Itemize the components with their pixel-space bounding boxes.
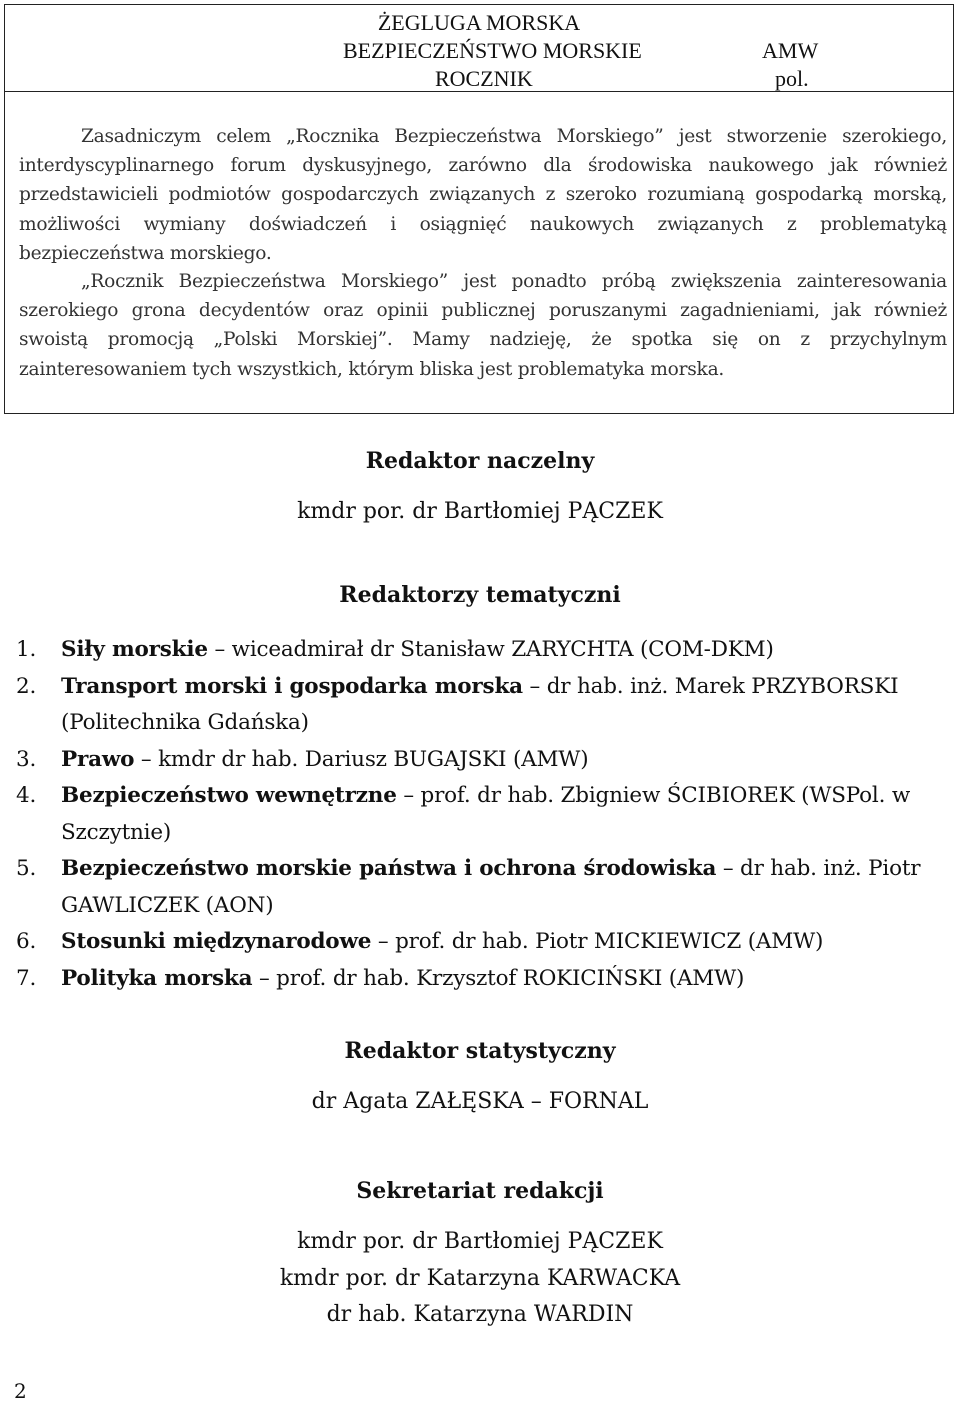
header-pol: pol.: [775, 66, 809, 91]
list-item-person: – kmdr dr hab. Dariusz BUGAJSKI (AMW): [134, 746, 589, 772]
editor-in-chief-name: kmdr por. dr Bartłomiej PĄCZEK: [297, 499, 663, 524]
header-amw: AMW: [762, 38, 819, 63]
list-item-person: – prof. dr hab. Zbigniew ŚCIBIOREK (WSPol. w Szczytnie): [61, 783, 911, 845]
list-item-number: 3.: [16, 746, 37, 772]
list-item-topic: Prawo: [61, 746, 135, 772]
thematic-editors-list: [16, 632, 946, 997]
list-item-person: – prof. dr hab. Piotr MICKIEWICZ (AMW): [371, 929, 824, 954]
list-item-person: – dr hab. inż. Marek PRZYBORSKI (Politechnika Gdańska): [61, 673, 899, 735]
statistical-editor-name: dr Agata ZAŁĘSKA – FORNAL: [311, 1089, 649, 1114]
list-item-topic: Siły morskie: [61, 637, 208, 662]
list-item-number: 5.: [16, 856, 37, 881]
list-item-number: 7.: [16, 965, 37, 991]
intro-paragraph-1: Zasadniczym celem „Rocznika Bezpieczeństwa Morskiego” jest stworzenie szerokiego, interdyscyplinarnego forum dyskusyjnego, zarówno dla środowiska naukowego jak również przedstawicieli podmiotów gospodarczych związanych z szeroko rozumianą gospodarką morską, możliwości wymiany doświadczeń i osiągnięć naukowych związanych z problematyką bezpieczeństwa morskiego.: [19, 126, 947, 264]
thematic-editors-heading: Redaktorzy tematyczni: [339, 582, 621, 608]
list-item-number: 4.: [16, 783, 37, 808]
intro-paragraph-2: „Rocznik Bezpieczeństwa Morskiego” jest ponadto próbą zwiększenia zainteresowania szerokiego grona decydentów oraz opinii publicznej poruszanymi zagadnieniami, jak również swoistą promocją „Polski Morskiej”. Mamy nadzieję, że spotka się on z przychylnym zainteresowaniem tych wszystkich, którym bliska jest problematyka morska.: [19, 271, 947, 380]
list-item-number: 2.: [16, 673, 37, 699]
list-item-topic: Bezpieczeństwo morskie państwa i ochrona środowiska: [61, 856, 717, 881]
secretariat-heading: Sekretariat redakcji: [356, 1178, 604, 1204]
list-item-number: 6.: [16, 929, 37, 954]
secretariat-name-2: kmdr por. dr Katarzyna KARWACKA: [279, 1266, 681, 1291]
list-item-topic: Transport morski i gospodarka morska: [61, 673, 523, 699]
list-item: [16, 742, 946, 779]
list-item: [16, 669, 946, 742]
list-item-person: – prof. dr hab. Krzysztof ROKICIŃSKI (AMW): [252, 965, 745, 991]
list-item-person: – wiceadmirał dr Stanisław ZARYCHTA (COM-DKM): [207, 637, 774, 662]
list-item: [16, 778, 946, 851]
page-number: 2: [14, 1379, 27, 1403]
statistical-editor-heading: Redaktor statystyczny: [344, 1038, 616, 1064]
header-title-zegluga: ŻEGLUGA MORSKA: [377, 10, 581, 35]
intro-box: [4, 92, 954, 414]
list-item: [16, 961, 946, 998]
list-item-number: 1.: [16, 637, 37, 662]
list-item-topic: Bezpieczeństwo wewnętrzne: [61, 783, 397, 808]
secretariat-name-3: dr hab. Katarzyna WARDIN: [326, 1302, 634, 1327]
header-title-bezpieczenstwo: BEZPIECZEŃSTWO MORSKIE: [343, 38, 642, 63]
list-item-person: – dr hab. inż. Piotr GAWLICZEK (AON): [61, 856, 921, 918]
list-item-topic: Stosunki międzynarodowe: [61, 929, 372, 954]
list-item: [16, 632, 946, 669]
list-item: [16, 851, 946, 924]
secretariat-name-1: kmdr por. dr Bartłomiej PĄCZEK: [297, 1229, 663, 1254]
header-title-rocznik: ROCZNIK: [435, 66, 533, 91]
list-item: [16, 924, 946, 961]
editor-in-chief-heading: Redaktor naczelny: [365, 448, 595, 474]
header-box: [4, 4, 954, 92]
list-item-topic: Polityka morska: [61, 965, 253, 991]
